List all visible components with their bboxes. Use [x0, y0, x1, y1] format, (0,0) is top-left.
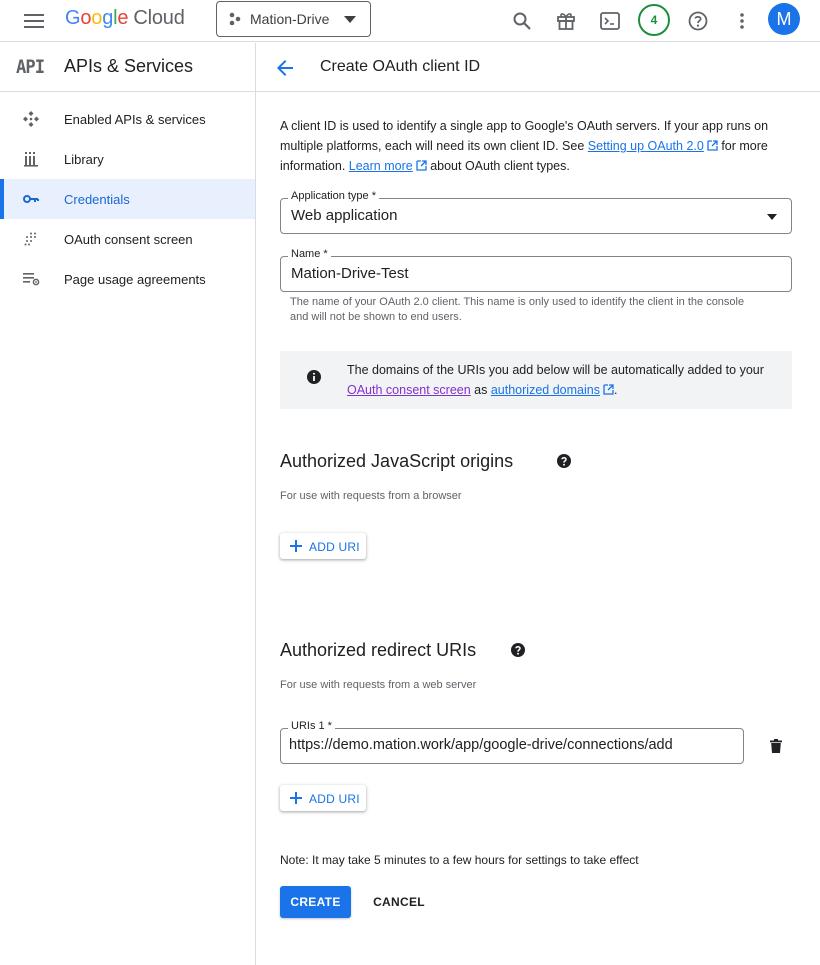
page-header — [256, 43, 820, 92]
sidebar-item-label: Credentials — [64, 191, 130, 207]
info-text-part: The domains of the URIs you add below will be automatically added to your — [347, 363, 764, 377]
info-text-part: . — [613, 383, 618, 397]
external-link-icon — [707, 140, 718, 151]
redirect-uri-field[interactable] — [280, 720, 744, 764]
field-value: Mation-Drive-Test — [291, 265, 409, 282]
sidebar-item-page-usage[interactable] — [0, 259, 255, 299]
sidebar — [0, 43, 256, 965]
setting-up-oauth-link[interactable]: Setting up OAuth 2.0 — [587, 139, 704, 153]
authorized-domains-link[interactable]: authorized domains — [490, 383, 600, 397]
caret-down-icon — [767, 214, 777, 220]
info-text-part: as — [470, 383, 491, 397]
external-link-icon — [603, 384, 614, 395]
add-uri-label: ADD URI — [309, 540, 360, 554]
field-label: Name * — [288, 248, 331, 260]
name-field[interactable] — [280, 248, 792, 292]
js-origins-title: Authorized JavaScript origins — [280, 451, 514, 471]
logo-letter: g — [102, 7, 114, 29]
sidebar-item-enabled-apis[interactable] — [0, 99, 255, 139]
top-app-bar — [0, 0, 820, 42]
plus-icon — [290, 792, 302, 804]
field-label: Application type * — [288, 190, 379, 202]
redirect-uris-subtitle: For use with requests from a web server — [280, 679, 477, 691]
intro-text — [280, 116, 792, 176]
settings-note: Note: It may take 5 minutes to a few hours for settings to take effect — [280, 853, 639, 867]
plus-icon — [290, 540, 302, 552]
intro-text-part: A client ID is used to identify a single app to Google's OAuth servers. If your app runs on multiple platforms, each will need its own client ID. See — [280, 119, 769, 153]
consent-screen-icon — [22, 230, 40, 248]
logo-letter: G — [65, 7, 81, 29]
project-picker[interactable] — [216, 1, 371, 37]
field-value: Web application — [291, 207, 398, 224]
enabled-apis-icon — [22, 110, 40, 128]
logo-cloud-text: Cloud — [133, 7, 185, 29]
external-link-icon — [416, 160, 427, 171]
intro-text-part: for more information. — [280, 139, 768, 173]
js-origins-subtitle: For use with requests from a browser — [280, 490, 462, 502]
sidebar-item-label: OAuth consent screen — [64, 231, 193, 247]
search-icon[interactable] — [508, 7, 536, 35]
sidebar-title: APIs & Services — [64, 56, 194, 76]
sidebar-item-oauth-consent[interactable] — [0, 219, 255, 259]
back-arrow-icon[interactable] — [272, 55, 298, 81]
avatar[interactable]: M — [768, 3, 800, 35]
sidebar-item-label: Page usage agreements — [64, 271, 206, 287]
project-hub-icon — [229, 12, 241, 26]
help-circle-icon[interactable] — [511, 643, 525, 657]
library-icon — [22, 150, 40, 168]
gift-icon[interactable] — [552, 7, 580, 35]
redirect-uris-title: Authorized redirect URIs — [280, 640, 477, 660]
logo-letter: o — [80, 7, 92, 29]
sidebar-item-label: Enabled APIs & services — [64, 111, 206, 127]
caret-down-icon — [344, 16, 356, 23]
google-cloud-logo[interactable] — [65, 7, 185, 33]
help-circle-icon[interactable] — [557, 454, 571, 468]
project-name: Mation-Drive — [250, 11, 330, 27]
add-uri-label: ADD URI — [309, 792, 360, 806]
add-redirect-uri-button[interactable] — [280, 785, 366, 811]
create-button[interactable]: CREATE — [280, 886, 351, 918]
more-vert-icon[interactable] — [728, 7, 756, 35]
terminal-icon[interactable] — [596, 7, 624, 35]
name-hint: The name of your OAuth 2.0 client. This name is only used to identify the client in the console and will not be shown to end users. — [290, 296, 745, 323]
logo-letter: l — [113, 7, 118, 29]
field-value: https://demo.mation.work/app/google-drive/connections/add — [289, 737, 673, 753]
oauth-consent-screen-link[interactable]: OAuth consent screen — [347, 383, 471, 397]
sidebar-header — [0, 43, 255, 92]
agreements-icon — [22, 270, 40, 288]
sidebar-nav — [0, 92, 255, 299]
learn-more-link[interactable]: Learn more — [348, 159, 413, 173]
sidebar-item-credentials[interactable] — [0, 179, 255, 219]
sidebar-item-label: Library — [64, 151, 104, 167]
trash-icon[interactable] — [766, 736, 786, 756]
help-icon[interactable] — [684, 7, 712, 35]
field-label: URIs 1 * — [288, 720, 335, 732]
logo-letter: o — [91, 7, 103, 29]
info-text — [347, 360, 767, 400]
info-icon — [307, 370, 321, 384]
cancel-button[interactable]: CANCEL — [373, 895, 425, 909]
sidebar-item-library[interactable] — [0, 139, 255, 179]
key-icon — [22, 190, 40, 208]
notifications-badge[interactable]: 4 — [638, 4, 670, 36]
intro-text-part: about OAuth client types. — [426, 159, 570, 173]
page-title: Create OAuth client ID — [320, 58, 481, 75]
application-type-select[interactable] — [280, 190, 792, 234]
api-logo-icon: API — [16, 56, 45, 78]
logo-letter: e — [117, 7, 129, 29]
menu-icon[interactable] — [20, 8, 48, 34]
info-banner — [280, 351, 792, 409]
main-content — [256, 43, 820, 965]
add-js-origin-button[interactable] — [280, 533, 366, 559]
